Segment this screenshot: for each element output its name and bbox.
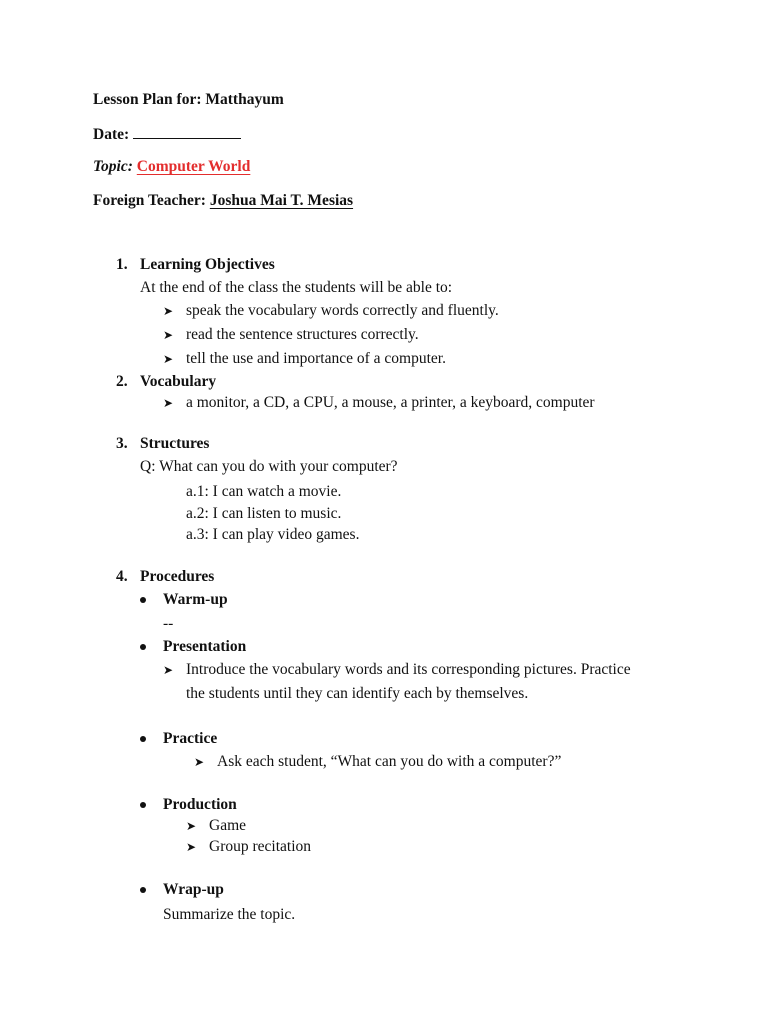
- section-number-2: 2.: [116, 373, 128, 390]
- structures-answer: a.2: I can listen to music.: [186, 505, 342, 522]
- production-item: Game: [209, 817, 247, 834]
- teacher-line: [93, 193, 353, 209]
- arrow-bullet-icon: ➤: [186, 840, 197, 854]
- bullet-dot-icon: [140, 597, 146, 603]
- wrapup-title: Wrap-up: [163, 881, 224, 898]
- procedures-title: Procedures: [140, 568, 215, 585]
- section-number-4: 4.: [116, 568, 128, 585]
- objectives-title: Learning Objectives: [140, 256, 275, 273]
- topic-value: Computer World: [136, 158, 251, 175]
- warmup-content: --: [163, 615, 174, 632]
- teacher-name: Joshua Mai T. Mesias: [209, 192, 354, 209]
- practice-title: Practice: [163, 730, 218, 747]
- arrow-bullet-icon: ➤: [163, 328, 174, 342]
- structures-answer: a.3: I can play video games.: [186, 526, 360, 543]
- warmup-title: Warm-up: [163, 591, 228, 608]
- objective-item: tell the use and importance of a computer.: [186, 350, 446, 367]
- presentation-title: Presentation: [163, 638, 247, 655]
- bullet-dot-icon: [140, 887, 146, 893]
- arrow-bullet-icon: ➤: [186, 819, 197, 833]
- arrow-bullet-icon: ➤: [194, 755, 205, 769]
- date-blank: [133, 126, 241, 139]
- practice-item: Ask each student, “What can you do with a computer?”: [217, 753, 562, 770]
- date-line: [93, 126, 241, 143]
- section-number-3: 3.: [116, 435, 128, 452]
- vocabulary-title: Vocabulary: [140, 373, 217, 390]
- topic-line: [93, 159, 250, 175]
- objective-item: speak the vocabulary words correctly and fluently.: [186, 302, 499, 319]
- production-item: Group recitation: [209, 838, 312, 855]
- structures-question: Q: What can you do with your computer?: [140, 458, 398, 475]
- presentation-line-2: the students until they can identify each by themselves.: [186, 685, 529, 702]
- date-label: Date:: [93, 126, 130, 143]
- arrow-bullet-icon: ➤: [163, 396, 174, 410]
- arrow-bullet-icon: ➤: [163, 304, 174, 318]
- arrow-bullet-icon: ➤: [163, 663, 174, 677]
- arrow-bullet-icon: ➤: [163, 352, 174, 366]
- bullet-dot-icon: [140, 802, 146, 808]
- wrapup-content: Summarize the topic.: [163, 906, 296, 923]
- objective-item: read the sentence structures correctly.: [186, 326, 419, 343]
- bullet-dot-icon: [140, 736, 146, 742]
- topic-label: Topic:: [93, 158, 133, 175]
- objectives-intro: At the end of the class the students will be able to:: [140, 279, 453, 296]
- vocabulary-item: a monitor, a CD, a CPU, a mouse, a printer, a keyboard, computer: [186, 394, 595, 411]
- presentation-line-1: Introduce the vocabulary words and its corresponding pictures. Practice: [186, 661, 631, 678]
- section-number-1: 1.: [116, 256, 128, 273]
- bullet-dot-icon: [140, 644, 146, 650]
- production-title: Production: [163, 796, 237, 813]
- lesson-plan-title: Lesson Plan for: Matthayum: [93, 91, 284, 108]
- structures-answer: a.1: I can watch a movie.: [186, 483, 342, 500]
- structures-title: Structures: [140, 435, 210, 452]
- teacher-label: Foreign Teacher:: [93, 192, 206, 209]
